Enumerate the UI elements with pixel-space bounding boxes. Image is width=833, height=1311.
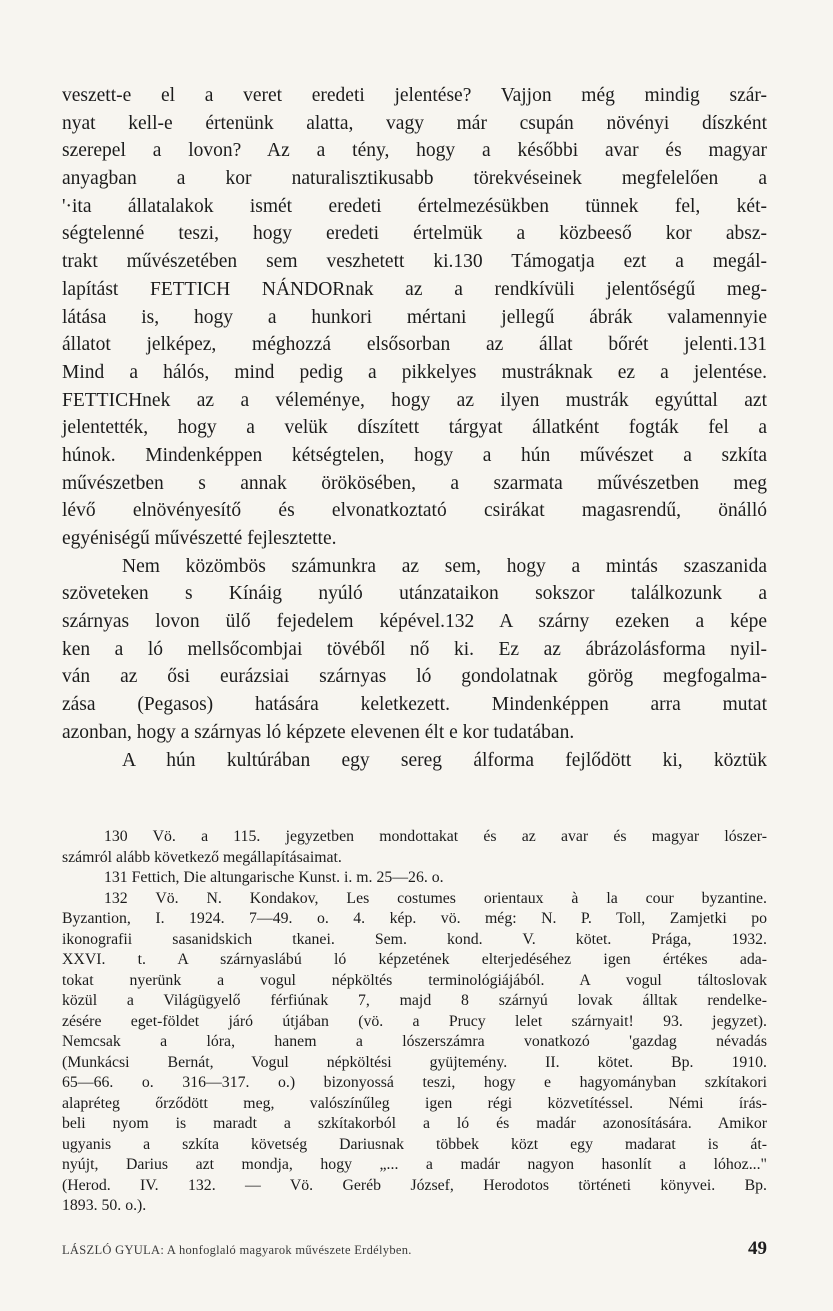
body-line: '·ita állatalakok ismét eredeti értelmezésükben tünnek fel, két- [62,195,767,217]
body-line: ségtelenné teszi, hogy eredeti értelmük a közbeeső kor absz- [62,223,767,245]
body-line: anyagban a kor naturalisztikusabb törekvéseinek megfelelően a [62,168,767,190]
body-line: ván az ősi eurázsiai szárnyas ló gondolatnak görög megfogalma- [62,666,767,688]
body-line: állatot jelképez, méghozzá elsősorban az állat bőrét jelenti.131 [62,334,767,356]
body-line: nyat kell-e értenünk alatta, vagy már csupán növényi díszként [62,112,767,134]
body-line: zása (Pegasos) hatására keletkezett. Mindenképpen arra mutat [62,694,767,716]
body-line: lévő elnövényesítő és elvonatkoztató csirákat magasrendű, önálló [62,500,767,522]
footnote-line: 132 Vö. N. Kondakov, Les costumes orientaux à la cour byzantine. [104,889,767,907]
page-footer [62,1236,767,1260]
footnotes [62,827,767,1217]
footnote-line: 1893. 50. o.). [62,1197,147,1214]
footnote-line: tokat nyerünk a vogul népköltés terminológiájából. A vogul táltoslovak [62,971,767,989]
body-line: látása is, hogy a hunkori mértani jellegű ábrák valamennyie [62,306,767,328]
body-line: Mind a hálós, mind pedig a pikkelyes mustráknak ez a jelentése. [62,361,767,383]
body-text [62,82,767,774]
body-line: ken a ló mellsőcombjai tövéből nő ki. Ez az ábrázolásforma nyil- [62,638,767,660]
body-line: Nem közömbös számunkra az sem, hogy a mintás szaszanida [122,555,767,577]
body-line: szárnyas lovon ülő fejedelem képével.132 A szárny ezeken a képe [62,611,767,633]
footnote-line: közül a Világügyelő férfiúnak 7, majd 8 szárnyú lovak álltak rendelke- [62,992,767,1009]
body-line: lapítást FETTICH NÁNDORnak az a rendkívüli jelentőségű meg- [62,278,767,300]
body-line: művészetben s annak örökösében, a szarmata művészetben meg [62,472,767,494]
body-line: azonban, hogy a szárnyas ló képzete elevenen élt e kor tudatában. [62,721,575,743]
body-line: FETTICHnek az a véleménye, hogy az ilyen mustrák egyúttal azt [62,389,767,411]
footnote-line: (Munkácsi Bernát, Vogul népköltési gyüjtemény. II. kötet. Bp. 1910. [62,1053,767,1071]
footnote-line: Byzantion, I. 1924. 7—49. o. 4. kép. vö. még: N. P. Toll, Zamjetki po [62,910,767,927]
footnote-line: ikonografii sasanidskich tkanei. Sem. kond. V. kötet. Prága, 1932. [62,930,767,948]
footnote-line: (Herod. IV. 132. — Vö. Geréb József, Herodotos történeti könyvei. Bp. [62,1176,767,1194]
footnote-line: 65—66. o. 316—317. o.) bizonyossá teszi, hogy e hagyományban szkítakori [62,1074,767,1091]
body-line: jelentették, hogy a velük díszített tárgyat állatként fogták fel a [62,417,767,439]
footnote-line: Nemcsak a lóra, hanem a lószerszámra vonatkozó 'gazdag névadás [62,1033,767,1050]
footnote-line: 131 Fettich, Die altungarische Kunst. i. m. 25—26. o. [104,869,444,886]
footnote-line: beli nyom is maradt a szkítakorból a ló és madár azonosítására. Amikor [62,1115,767,1132]
page-number: 49 [748,1238,767,1259]
footnote-line: XXVI. t. A szárnyaslábú ló képzetének elterjedéséhez igen értékes ada- [62,951,767,968]
footnote-line: alapréteg őrződött meg, valószínűleg igen régi közvetítéssel. Némi írás- [62,1094,767,1112]
body-line: trakt művészetében sem veszhetett ki.130 Támogatja ezt a megál- [62,251,767,273]
footnote-line: zésére eget-földet járó útjában (vö. a Prucy lelet szárnyait! 93. jegyzet). [62,1012,767,1030]
footnote-line: számról alább következő megállapításaimat. [62,848,342,866]
body-line: veszett-e el a veret eredeti jelentése? Vajjon még mindig szár- [62,85,767,106]
body-line: szöveteken s Kínáig nyúló utánzataikon sokszor találkozunk a [62,583,767,605]
running-title: LÁSZLÓ GYULA: A honfoglaló magyarok művészete Erdélyben. [62,1243,412,1257]
footnote-line: ugyanis a szkíta követség Dariusnak többek közt egy madarat is át- [62,1135,767,1153]
footnote-line: 130 Vö. a 115. jegyzetben mondottakat és az avar és magyar lószer- [104,828,767,845]
body-line: egyéniségű művészetté fejlesztette. [62,528,337,549]
body-line: szerepel a lovon? Az a tény, hogy a későbbi avar és magyar [62,140,767,162]
body-line: húnok. Mindenképpen kétségtelen, hogy a hún művészet a szkíta [62,444,767,466]
footnote-line: nyújt, Darius azt mondja, hogy „... a madár nagyon hasonlít a lóhoz..." [62,1156,767,1173]
body-line: A hún kultúrában egy sereg álforma fejlődött ki, köztük [122,749,767,771]
